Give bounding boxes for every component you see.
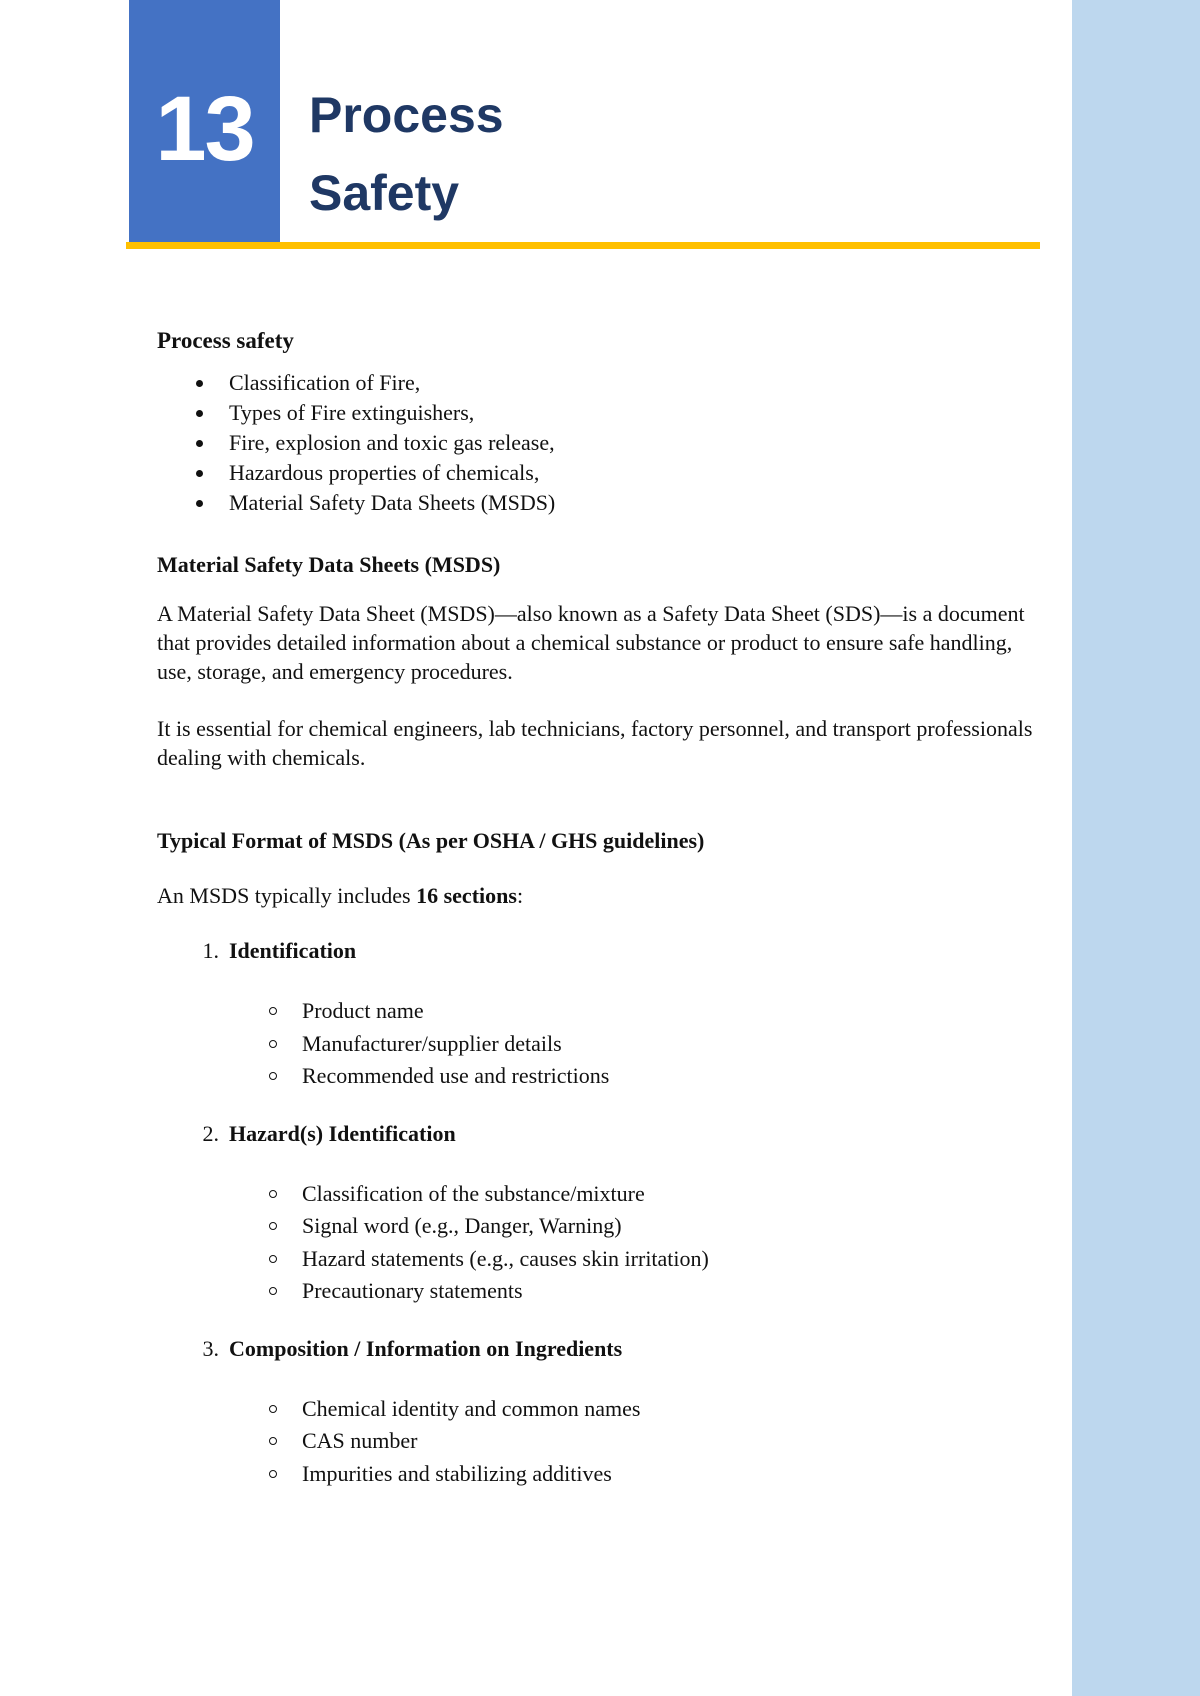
document-body: [157, 326, 1037, 1516]
msds-section-item: [157, 1119, 1037, 1308]
msds-section-item: [157, 936, 1037, 1093]
format-intro-text: An MSDS typically includes: [157, 883, 417, 908]
subitem: Product name: [302, 995, 1037, 1028]
format-intro-count: 16 sections: [416, 883, 517, 908]
subitem: Recommended use and restrictions: [302, 1060, 1037, 1093]
chapter-title: [309, 76, 504, 232]
subitem: Hazard statements (e.g., causes skin irritation): [302, 1243, 1037, 1276]
section-title: Identification: [229, 938, 357, 963]
msds-section-item: [157, 1334, 1037, 1491]
topic-item: Fire, explosion and toxic gas release,: [229, 428, 1037, 458]
topic-item: Classification of Fire,: [229, 368, 1037, 398]
format-intro-colon: :: [516, 883, 524, 908]
subitem: Signal word (e.g., Danger, Warning): [302, 1210, 1037, 1243]
section-title: Hazard(s) Identification: [229, 1120, 456, 1146]
process-safety-heading: Process safety: [157, 328, 294, 353]
subitem: Impurities and stabilizing additives: [302, 1458, 1037, 1491]
format-heading: Typical Format of MSDS (As per OSHA / GHS guidelines): [157, 828, 705, 853]
subitem: CAS number: [302, 1425, 1037, 1458]
section-subitems: [157, 1178, 1037, 1308]
section-title: Composition / Information on Ingredients: [229, 1335, 623, 1361]
topic-item: Material Safety Data Sheets (MSDS): [229, 488, 1037, 518]
side-band: [1072, 0, 1200, 1696]
chapter-number: 13: [155, 78, 254, 180]
section-header: [157, 1334, 1037, 1363]
subitem: Classification of the substance/mixture: [302, 1178, 1037, 1211]
subitem: Manufacturer/supplier details: [302, 1028, 1037, 1061]
subitem: Precautionary statements: [302, 1275, 1037, 1308]
msds-heading: Material Safety Data Sheets (MSDS): [157, 552, 501, 577]
topic-item: Hazardous properties of chemicals,: [229, 458, 1037, 488]
section-header: [157, 1119, 1037, 1148]
section-number: 2.: [202, 1120, 219, 1146]
msds-definition-paragraph: A Material Safety Data Sheet (MSDS)—also known as a Safety Data Sheet (SDS)—is a document that provides detailed information about a chemical substance or product to ensure safe handling, use, storage, and emergency procedures.: [157, 601, 1025, 684]
topic-list: [157, 368, 1037, 518]
chapter-title-line1: Process: [309, 87, 504, 143]
chapter-title-line2: Safety: [309, 165, 460, 221]
msds-audience-paragraph: It is essential for chemical engineers, lab technicians, factory personnel, and transport professionals dealing with chemicals.: [157, 716, 1033, 770]
msds-section-list: [157, 936, 1037, 1490]
accent-rule: [126, 242, 1040, 249]
subitem: Chemical identity and common names: [302, 1393, 1037, 1426]
topic-item: Types of Fire extinguishers,: [229, 398, 1037, 428]
section-number: 3.: [202, 1335, 219, 1361]
format-intro: [157, 881, 1037, 910]
section-number: 1.: [202, 938, 219, 963]
section-subitems: [157, 995, 1037, 1093]
section-header: [157, 936, 1037, 965]
section-subitems: [157, 1393, 1037, 1491]
